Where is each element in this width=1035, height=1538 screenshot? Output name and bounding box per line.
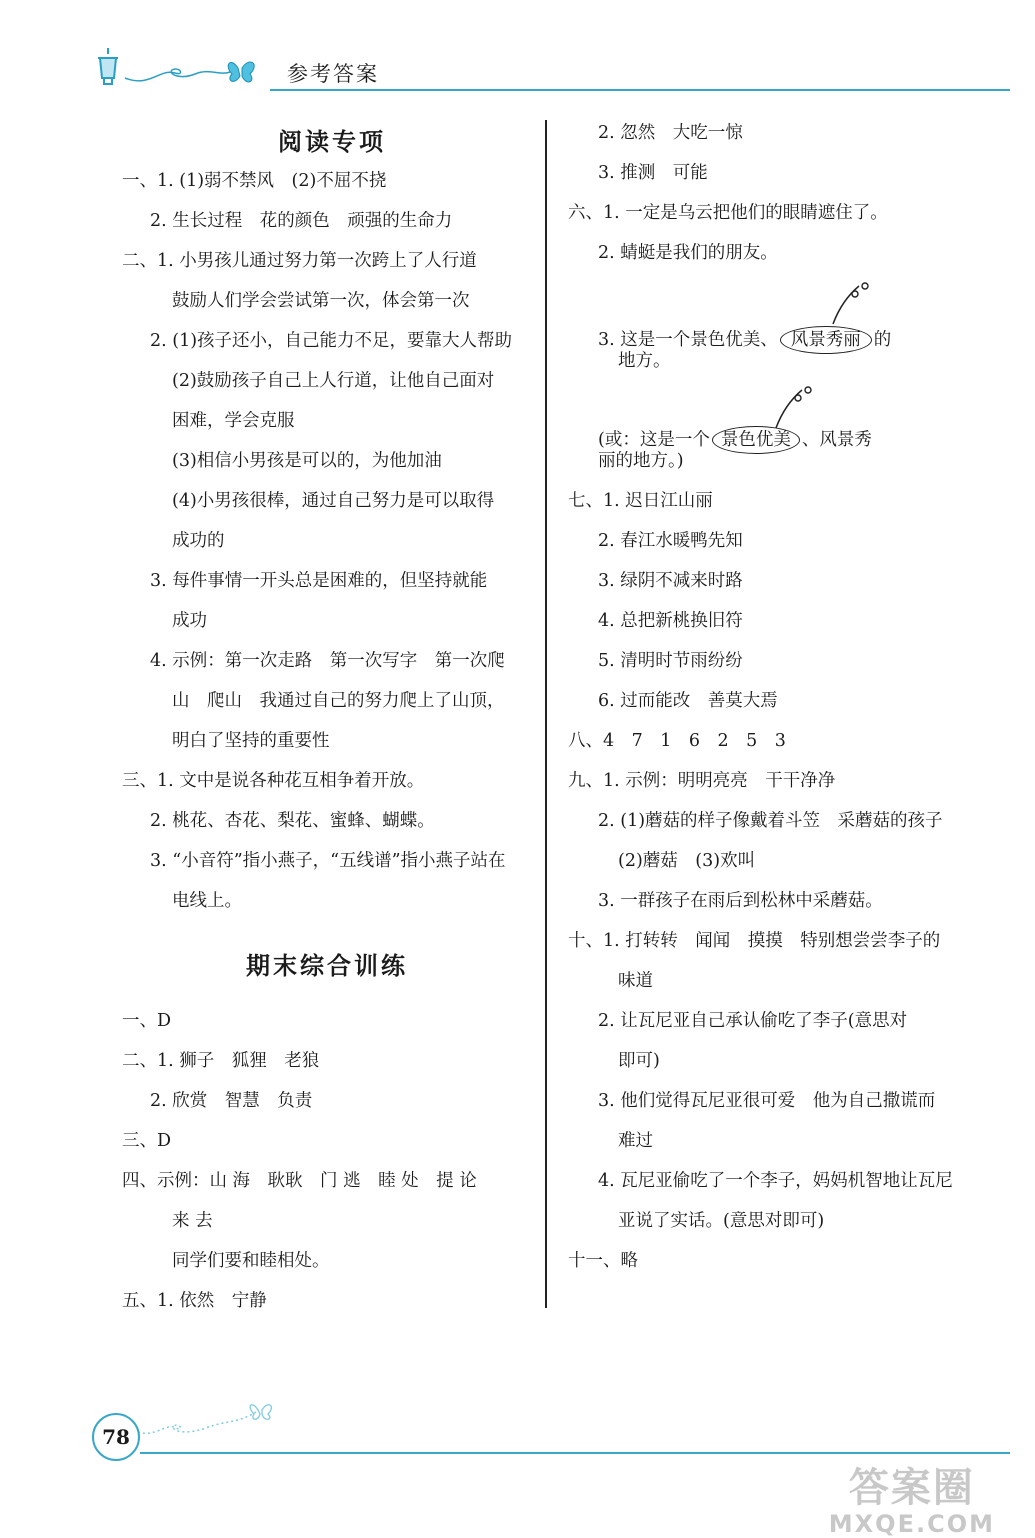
answer-line: (4)小男孩很棒，通过自己努力是可以取得 — [172, 491, 495, 511]
circled-word: 景色优美 — [712, 426, 800, 454]
answer-line: 四、示例：山 海 耿耿 门 逃 睦 处 提 论 — [122, 1171, 477, 1191]
answer-line: 三、1. 文中是说各种花互相争着开放。 — [122, 771, 425, 791]
answer-line: 一、D — [122, 1011, 172, 1031]
answer-line: 六、1. 一定是乌云把他们的眼睛遮住了。 — [568, 203, 888, 223]
answer-line: 2. (1)孩子还小，自己能力不足，要靠大人帮助 — [150, 331, 513, 351]
answer-line: 九、1. 示例：明明亮亮 干干净净 — [568, 771, 836, 791]
lantern-icon — [98, 48, 118, 84]
section-title-reading: 阅读专项 — [278, 127, 386, 156]
footer-rule — [140, 1452, 1010, 1454]
answer-line: 二、1. 小男孩儿通过努力第一次跨上了人行道 — [122, 251, 477, 271]
answer-line: 七、1. 迟日江山丽 — [568, 491, 713, 511]
column-divider — [545, 120, 547, 1308]
answer-line: 2. 生长过程 花的颜色 顽强的生命力 — [150, 211, 453, 231]
answer-line: 2. 蜻蜓是我们的朋友。 — [598, 243, 778, 263]
answer-line: 2. 忽然 大吃一惊 — [598, 123, 743, 143]
answer-line: 2. 让瓦尼亚自己承认偷吃了李子(意思对 — [598, 1011, 908, 1031]
header-decoration — [90, 38, 275, 98]
answer-line: 八、4 7 1 6 2 5 3 — [568, 731, 786, 751]
answer-line: 3. 推测 可能 — [598, 163, 708, 183]
answer-line: 成功的 — [172, 531, 225, 551]
answer-line: 亚说了实话。(意思对即可) — [618, 1211, 825, 1231]
alt-post: 、风景秀 — [801, 430, 872, 450]
answer-line: 来 去 — [172, 1211, 213, 1231]
answer-line: 3. 他们觉得瓦尼亚很可爱 他为自己撒谎而 — [598, 1091, 936, 1111]
answer-line: 二、1. 狮子 狐狸 老狼 — [122, 1051, 320, 1071]
answer-line: 2. (1)蘑菇的样子像戴着斗笠 采蘑菇的孩子 — [598, 811, 943, 831]
answer-line: 山 爬山 我通过自己的努力爬上了山顶， — [172, 691, 505, 711]
answer-line: 同学们要和睦相处。 — [172, 1251, 330, 1271]
header-rule — [270, 89, 1010, 91]
answer-line: (2)鼓励孩子自己上人行道，让他自己面对 — [172, 371, 495, 391]
swirl-line — [125, 69, 230, 81]
answer-line: 3. 每件事情一开头总是困难的，但坚持就能 — [150, 571, 488, 591]
answer-line: 3. 绿阴不减来时路 — [598, 571, 743, 591]
answer-line: 4. 示例：第一次走路 第一次写字 第一次爬 — [150, 651, 505, 671]
answer-line: 地方。 — [618, 351, 671, 371]
sentence-pre: 3. 这是一个景色优美、 — [598, 330, 778, 350]
alt-pre: (或：这是一个 — [598, 430, 710, 450]
header-title: 参考答案 — [287, 62, 379, 86]
section-title-final: 期末综合训练 — [246, 951, 408, 980]
answer-line: 3. 一群孩子在雨后到松林中采蘑菇。 — [598, 891, 883, 911]
answer-line: (2)蘑菇 (3)欢叫 — [618, 851, 756, 871]
watermark-bottom: MXQE.COM — [828, 1510, 995, 1538]
answer-line: (3)相信小男孩是可以的，为他加油 — [172, 451, 442, 471]
answer-line: 困难，学会克服 — [172, 411, 295, 431]
answer-line: 明白了坚持的重要性 — [172, 731, 330, 751]
answer-line: 鼓励人们学会尝试第一次，体会第一次 — [172, 291, 470, 311]
answer-line: 五、1. 依然 宁静 — [122, 1291, 267, 1311]
watermark — [829, 1466, 995, 1538]
butterfly-icon — [250, 1405, 271, 1420]
answer-line: 一、1. (1)弱不禁风 (2)不屈不挠 — [122, 171, 387, 191]
answer-line: 5. 清明时节雨纷纷 — [598, 651, 743, 671]
answer-line: 6. 过而能改 善莫大焉 — [598, 691, 778, 711]
answer-line: 丽的地方。) — [598, 451, 684, 471]
answer-line: 电线上。 — [172, 891, 242, 911]
footer-decoration — [136, 1392, 286, 1442]
answer-line: 味道 — [618, 971, 653, 991]
answer-line: 十一、略 — [568, 1251, 638, 1271]
answer-line: 三、D — [122, 1131, 172, 1151]
sentence-post: 的 — [873, 330, 892, 350]
insert-mark-icon — [770, 382, 820, 432]
circled-word: 风景秀丽 — [780, 326, 872, 354]
page-number: 78 — [92, 1413, 140, 1461]
answer-line: 2. 春江水暖鸭先知 — [598, 531, 743, 551]
answer-line: 2. 欣赏 智慧 负责 — [150, 1091, 313, 1111]
answer-line: 即可) — [618, 1051, 660, 1071]
answer-line: 3. “小音符”指小燕子，“五线谱”指小燕子站在 — [150, 851, 506, 871]
answer-line: 4. 总把新桃换旧符 — [598, 611, 743, 631]
answer-line: 难过 — [618, 1131, 653, 1151]
answer-line: 2. 桃花、杏花、梨花、蜜蜂、蝴蝶。 — [150, 811, 435, 831]
answer-line: 4. 瓦尼亚偷吃了一个李子，妈妈机智地让瓦尼 — [598, 1171, 953, 1191]
butterfly-icon — [228, 62, 254, 82]
answer-line: 十、1. 打转转 闻闻 摸摸 特别想尝尝李子的 — [568, 931, 941, 951]
insert-mark-icon — [825, 278, 875, 328]
watermark-top: 答案圈 — [848, 1465, 975, 1511]
answer-line: 成功 — [172, 611, 207, 631]
